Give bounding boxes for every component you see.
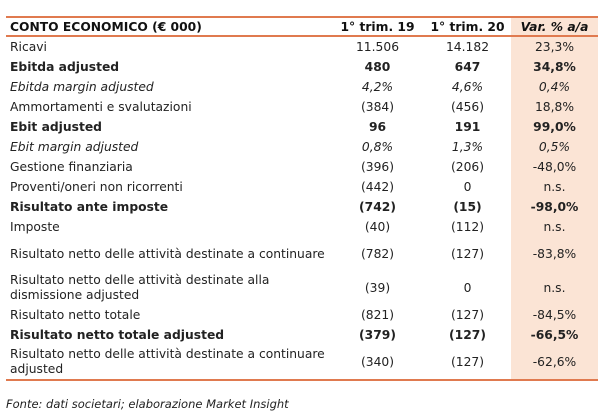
table-body	[6, 36, 598, 380]
table-row	[6, 177, 598, 197]
row-label: Imposte	[10, 219, 60, 234]
value-q1-2019: (742)	[359, 200, 396, 214]
value-q1-2020: 4,6%	[451, 80, 484, 94]
income-statement	[6, 16, 598, 381]
value-q1-2020: 0	[463, 281, 472, 295]
value-variation: 99,0%	[511, 117, 598, 137]
table-row	[6, 77, 598, 97]
value-q1-2020: (15)	[453, 200, 482, 214]
value-q1-2019: 11.506	[355, 40, 400, 54]
table-row	[6, 197, 598, 217]
value-q1-2019: (40)	[364, 220, 391, 234]
value-q1-2020: (127)	[424, 345, 511, 380]
value-q1-2020: (127)	[450, 308, 485, 322]
value-variation: -84,5%	[511, 305, 598, 325]
table-row	[6, 36, 598, 57]
row-label: Ebit margin adjusted	[10, 139, 139, 154]
value-variation: -98,0%	[511, 197, 598, 217]
value-q1-2019: 480	[364, 60, 391, 74]
table-header-row	[6, 17, 598, 36]
row-label: Risultato netto totale	[10, 307, 141, 322]
value-q1-2019: (379)	[359, 328, 396, 342]
value-variation: -83,8%	[511, 237, 598, 271]
row-label: Ammortamenti e svalutazioni	[10, 99, 192, 114]
value-variation: -66,5%	[511, 325, 598, 345]
value-variation: 0,4%	[511, 77, 598, 97]
value-q1-2020: 1,3%	[451, 140, 484, 154]
value-q1-2020: (127)	[449, 328, 486, 342]
source-note: Fonte: dati societari; elaborazione Market Insight	[6, 397, 289, 411]
value-variation: -48,0%	[511, 157, 598, 177]
value-variation: 0,5%	[511, 137, 598, 157]
value-variation: n.s.	[511, 177, 598, 197]
table-row	[6, 217, 598, 237]
value-q1-2019: (821)	[360, 308, 395, 322]
value-variation: 18,8%	[511, 97, 598, 117]
value-q1-2020: 14.182	[445, 40, 490, 54]
table-row	[6, 271, 598, 305]
value-variation: n.s.	[511, 271, 598, 305]
value-q1-2020: (456)	[450, 100, 485, 114]
value-q1-2019: (396)	[360, 160, 395, 174]
table-row	[6, 57, 598, 77]
row-label: Ricavi	[10, 39, 47, 54]
value-variation: 34,8%	[511, 57, 598, 77]
table-row	[6, 117, 598, 137]
table-row	[6, 305, 598, 325]
value-variation: -62,6%	[511, 345, 598, 380]
row-label: Risultato netto totale adjusted	[10, 327, 225, 342]
value-q1-2019: 4,2%	[361, 80, 394, 94]
value-q1-2020: 0	[463, 180, 472, 194]
value-q1-2019: 0,8%	[361, 140, 394, 154]
table-row	[6, 97, 598, 117]
table-row	[6, 237, 598, 271]
row-label: Risultato netto delle attività destinate a continuare	[10, 246, 325, 261]
row-label: Gestione finanziaria	[10, 159, 133, 174]
row-label: Risultato ante imposte	[10, 199, 169, 214]
value-q1-2019: 96	[368, 120, 387, 134]
header-q1-2020: 1° trim. 20	[424, 17, 511, 36]
row-label: Ebitda margin adjusted	[10, 79, 154, 94]
value-q1-2019: (384)	[360, 100, 395, 114]
header-variation: Var. % a/a	[511, 17, 598, 36]
table-row	[6, 137, 598, 157]
value-q1-2019: (340)	[331, 345, 424, 380]
value-variation: n.s.	[511, 217, 598, 237]
value-q1-2020: (206)	[450, 160, 485, 174]
value-q1-2019: (442)	[360, 180, 395, 194]
value-q1-2020: (112)	[450, 220, 485, 234]
table-row	[6, 345, 598, 380]
value-q1-2019: (39)	[364, 281, 391, 295]
header-label: CONTO ECONOMICO (€ 000)	[6, 17, 331, 36]
row-label: Risultato netto delle attività destinate a continuare adjusted	[6, 345, 331, 380]
income-statement-table	[6, 16, 598, 381]
table-row	[6, 157, 598, 177]
value-variation: 23,3%	[511, 36, 598, 57]
row-label: Proventi/oneri non ricorrenti	[10, 179, 183, 194]
value-q1-2019: (782)	[360, 247, 395, 261]
row-label: Ebitda adjusted	[10, 59, 120, 74]
value-q1-2020: (127)	[450, 247, 485, 261]
row-label: Risultato netto delle attività destinate alla dismissione adjusted	[10, 273, 270, 302]
header-q1-2019: 1° trim. 19	[331, 17, 424, 36]
value-q1-2020: 647	[454, 60, 481, 74]
table-row	[6, 325, 598, 345]
value-q1-2020: 191	[454, 120, 481, 134]
row-label: Ebit adjusted	[10, 119, 102, 134]
